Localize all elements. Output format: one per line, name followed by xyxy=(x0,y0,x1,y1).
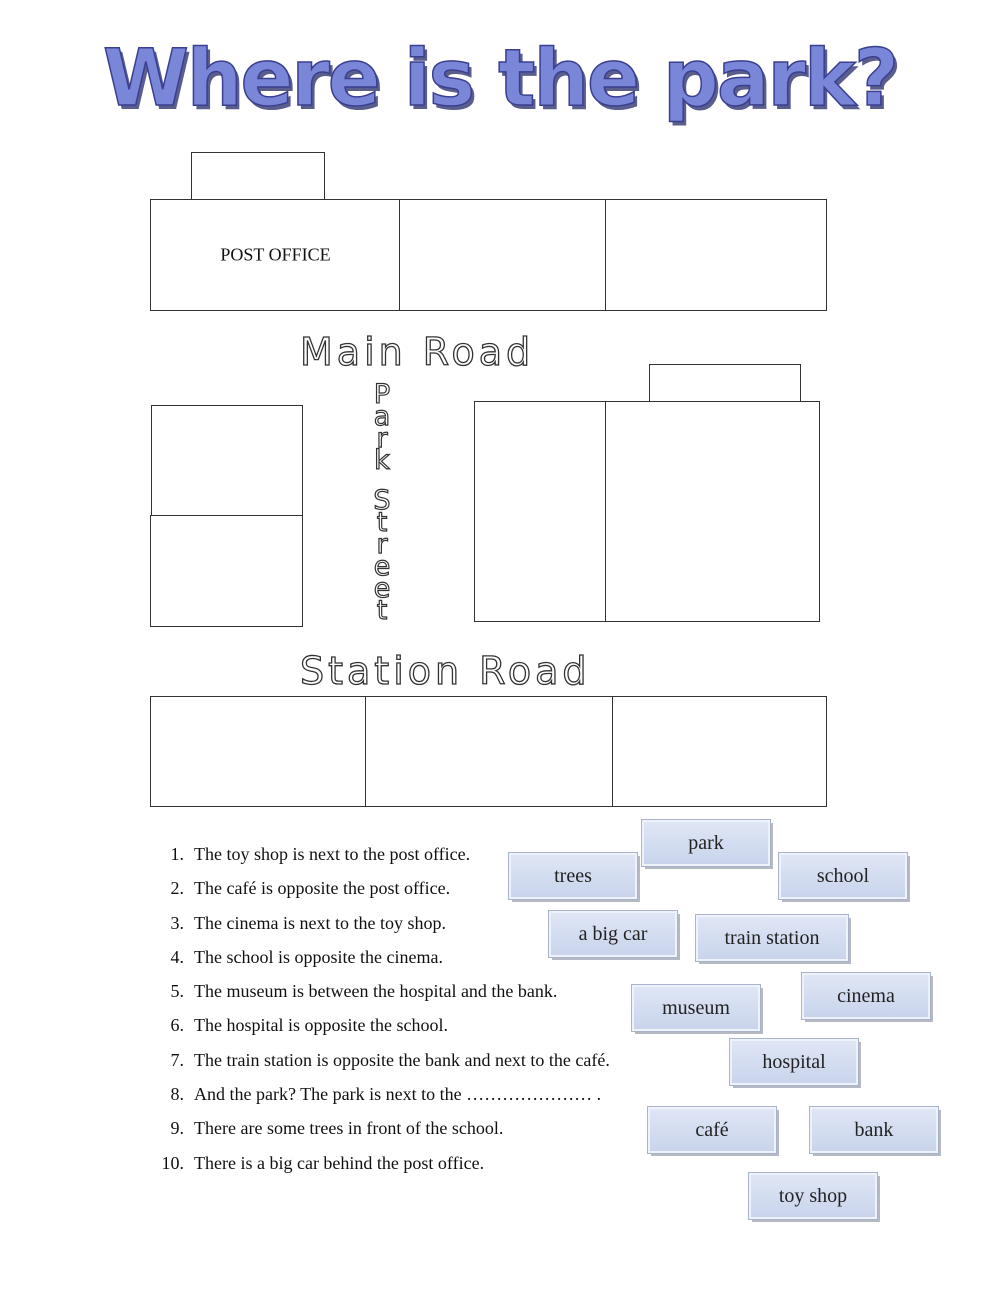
park-street-letter: e xyxy=(373,551,391,582)
building-slot-bottom-left[interactable] xyxy=(150,696,367,807)
park-street-letter: P xyxy=(373,379,391,410)
park-street-letter: a xyxy=(373,401,391,432)
item-number: 9. xyxy=(170,1118,184,1139)
building-slot-bottom-right[interactable] xyxy=(612,696,827,807)
word-tile-park[interactable]: park xyxy=(642,820,770,866)
park-street-letter: t xyxy=(376,595,388,626)
item-number: 3. xyxy=(170,912,184,933)
item-text: There are some trees in front of the school. xyxy=(194,1118,504,1139)
word-tile-a-big-car[interactable]: a big car xyxy=(549,911,677,957)
word-tile-museum[interactable]: museum xyxy=(632,985,760,1031)
item-text: The cinema is next to the toy shop. xyxy=(194,912,446,933)
item-text: And the park? The park is next to the ………………… . xyxy=(194,1084,602,1105)
word-tile-cafe[interactable]: café xyxy=(648,1107,776,1153)
word-tile-cinema[interactable]: cinema xyxy=(802,973,930,1019)
park-street-letter: e xyxy=(373,573,391,604)
word-tile-bank[interactable]: bank xyxy=(810,1107,938,1153)
item-text: The train station is opposite the bank and next to the café. xyxy=(194,1049,610,1070)
drop-slot-small-right[interactable] xyxy=(649,364,801,403)
list-item xyxy=(150,913,610,947)
building-slot-bottom-middle[interactable] xyxy=(365,696,614,807)
item-number: 1. xyxy=(170,844,184,864)
item-text: The museum is between the hospital and the bank. xyxy=(194,981,558,1002)
item-number: 6. xyxy=(170,1015,184,1036)
item-text: The café is opposite the post office. xyxy=(194,878,451,899)
building-slot-right-wide[interactable] xyxy=(605,401,820,622)
word-tile-hospital[interactable]: hospital xyxy=(730,1039,858,1085)
word-tile-trees[interactable]: trees xyxy=(509,853,637,899)
item-number: 8. xyxy=(170,1084,184,1105)
word-tile-toy-shop[interactable]: toy shop xyxy=(749,1173,877,1219)
post-office-label: POST OFFICE xyxy=(220,244,331,265)
item-number: 10. xyxy=(161,1152,184,1173)
park-street-label xyxy=(362,379,402,626)
park-street-letter: t xyxy=(376,507,388,538)
list-item xyxy=(150,1153,610,1187)
list-item xyxy=(150,947,610,981)
item-number: 7. xyxy=(170,1049,184,1070)
word-tile-school[interactable]: school xyxy=(779,853,907,899)
word-tile-train-station[interactable]: train station xyxy=(696,915,848,961)
item-text: The toy shop is next to the post office. xyxy=(194,844,471,864)
list-item xyxy=(150,1050,610,1084)
list-item xyxy=(150,981,610,1015)
item-number: 4. xyxy=(170,946,184,967)
building-slot-right-narrow[interactable] xyxy=(474,401,607,622)
item-text: The hospital is opposite the school. xyxy=(194,1015,448,1036)
building-slot-left-upper[interactable] xyxy=(151,405,303,517)
park-street-letter: r xyxy=(376,423,388,454)
park-street-letter: r xyxy=(376,529,388,560)
building-slot-top-middle[interactable] xyxy=(399,199,607,311)
list-item xyxy=(150,1084,610,1118)
building-post-office xyxy=(150,199,401,311)
item-number: 2. xyxy=(170,878,184,899)
station-road-label: Station Road xyxy=(300,649,591,693)
item-text: There is a big car behind the post office. xyxy=(194,1152,485,1173)
page-title: Where is the park? xyxy=(102,34,898,124)
building-slot-left-lower[interactable] xyxy=(150,515,303,627)
park-street-letter: S xyxy=(373,485,391,516)
list-item xyxy=(150,1015,610,1049)
park-street-letter: k xyxy=(374,445,390,476)
drop-slot-behind-post-office[interactable] xyxy=(191,152,325,201)
list-item xyxy=(150,1118,610,1152)
item-text: The school is opposite the cinema. xyxy=(194,946,443,967)
building-slot-top-right[interactable] xyxy=(605,199,827,311)
main-road-label: Main Road xyxy=(300,330,535,374)
item-number: 5. xyxy=(170,981,184,1002)
